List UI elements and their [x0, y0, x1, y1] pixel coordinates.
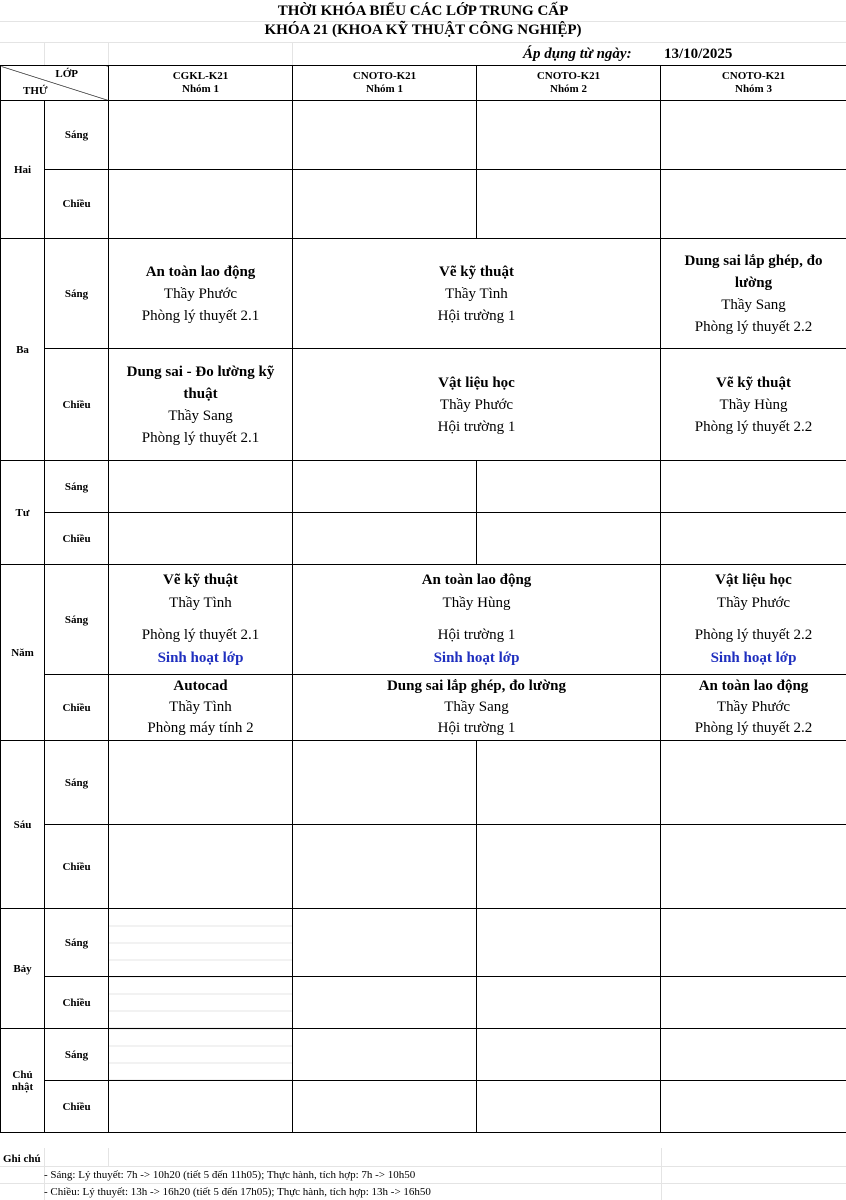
gridline	[292, 42, 293, 65]
page-title: THỜI KHÓA BIỂU CÁC LỚP TRUNG CẤP	[277, 3, 569, 19]
room: Phòng lý thuyết 2.1	[141, 627, 260, 643]
timetable	[0, 65, 846, 1133]
gridline	[108, 1148, 109, 1166]
session-afternoon: Chiều	[45, 675, 109, 741]
session-afternoon: Chiều	[45, 825, 109, 909]
slot-empty	[661, 1081, 846, 1133]
subject: Dung sai lắp ghép, đo lường	[386, 678, 567, 694]
slot-class	[293, 349, 661, 461]
note-morning: - Sáng: Lý thuyết: 7h -> 10h20 (tiết 5 đến 11h05); Thực hành, tích hợp: 7h -> 10h50	[44, 1169, 416, 1181]
slot-class	[293, 565, 661, 675]
row-wed-afternoon	[1, 513, 846, 565]
teacher: Thầy Phước	[716, 595, 791, 611]
slot-empty	[661, 170, 846, 239]
subject: Vẽ kỹ thuật	[438, 263, 514, 280]
day-tue: Ba	[1, 239, 45, 461]
slot-empty	[477, 513, 661, 565]
slot-empty	[477, 1029, 661, 1081]
slot-empty	[661, 977, 846, 1029]
class-group: Nhóm 1	[182, 83, 219, 95]
slot-class	[109, 675, 293, 741]
class-group: Nhóm 3	[735, 83, 772, 95]
session-morning: Sáng	[45, 741, 109, 825]
subject: An toàn lao động	[421, 572, 532, 588]
subject: Vật liệu học	[715, 572, 792, 588]
row-fri-afternoon	[1, 825, 846, 909]
row-tue-morning	[1, 239, 846, 349]
class-header-cnoto-n1	[293, 66, 477, 101]
class-header-cnoto-n3	[661, 66, 846, 101]
class-group: Nhóm 1	[366, 83, 403, 95]
session-afternoon: Chiều	[45, 1081, 109, 1133]
subject: Vẽ kỹ thuật	[162, 572, 238, 588]
applied-date-label: Áp dụng từ ngày:	[523, 46, 632, 62]
room: Hội trường 1	[437, 720, 516, 736]
teacher: Thầy Tình	[169, 699, 232, 715]
slot-empty	[109, 101, 293, 170]
slot-empty	[477, 741, 661, 825]
slot-empty	[293, 977, 477, 1029]
slot-empty	[477, 101, 661, 170]
teacher: Thầy Phước	[716, 699, 791, 715]
row-sun-morning	[1, 1029, 846, 1081]
row-sat-afternoon	[1, 977, 846, 1029]
subject: Autocad	[173, 678, 228, 694]
slot-empty	[293, 1029, 477, 1081]
row-sun-afternoon	[1, 1081, 846, 1133]
slot-empty	[477, 825, 661, 909]
note-afternoon: - Chiều: Lý thuyết: 13h -> 16h20 (tiết 5 đến 17h05); Thực hành, tích hợp: 13h -> 16h50	[44, 1186, 431, 1198]
slot-empty	[477, 977, 661, 1029]
class-code: CNOTO-K21	[352, 70, 417, 82]
room: Phòng lý thuyết 2.1	[141, 429, 260, 446]
class-group: Nhóm 2	[550, 83, 587, 95]
session-afternoon: Chiều	[45, 349, 109, 461]
subject: An toàn lao động	[145, 263, 256, 280]
slot-class	[661, 349, 846, 461]
session-morning: Sáng	[45, 239, 109, 349]
room: Phòng lý thuyết 2.2	[694, 720, 813, 736]
slot-empty	[293, 170, 477, 239]
slot-empty	[293, 461, 477, 513]
session-morning: Sáng	[45, 461, 109, 513]
slot-empty	[109, 909, 293, 977]
slot-empty	[661, 513, 846, 565]
subject: Vẽ kỹ thuật	[715, 374, 791, 391]
gridline	[0, 1166, 846, 1167]
class-meeting: Sinh hoạt lớp	[157, 650, 244, 666]
slot-empty	[109, 170, 293, 239]
slot-empty	[477, 1081, 661, 1133]
room: Phòng máy tính 2	[147, 720, 254, 736]
gridline	[0, 1183, 846, 1184]
subject: Vật liệu học	[438, 374, 515, 391]
slot-class	[109, 349, 293, 461]
row-fri-morning	[1, 741, 846, 825]
room: Phòng lý thuyết 2.2	[694, 627, 813, 643]
page-subtitle: KHÓA 21 (KHOA KỸ THUẬT CÔNG NGHIỆP)	[264, 22, 582, 38]
subject: An toàn lao động	[698, 678, 809, 694]
class-meeting: Sinh hoạt lớp	[433, 650, 520, 666]
row-wed-morning	[1, 461, 846, 513]
subject: Dung sai - Đo lường kỹ thuật	[126, 363, 275, 402]
day-wed: Tư	[1, 461, 45, 565]
slot-empty	[109, 513, 293, 565]
slot-class	[109, 565, 293, 675]
slot-empty	[109, 1029, 293, 1081]
slot-empty	[661, 825, 846, 909]
slot-empty	[477, 461, 661, 513]
slot-empty	[293, 909, 477, 977]
teacher: Thầy Hùng	[719, 396, 788, 413]
row-sat-morning	[1, 909, 846, 977]
slot-class	[661, 565, 846, 675]
row-mon-afternoon	[1, 170, 846, 239]
day-sat: Bảy	[1, 909, 45, 1029]
slot-empty	[109, 825, 293, 909]
slot-empty	[109, 461, 293, 513]
subject: Dung sai lắp ghép, đo lường	[684, 252, 823, 291]
session-afternoon: Chiều	[45, 977, 109, 1029]
room: Hội trường 1	[437, 307, 516, 324]
slot-empty	[109, 977, 293, 1029]
slot-empty	[661, 1029, 846, 1081]
day-axis-label: THỨ	[23, 85, 48, 97]
teacher: Thầy Tình	[445, 285, 508, 302]
session-morning: Sáng	[45, 101, 109, 170]
slot-class	[293, 675, 661, 741]
session-afternoon: Chiều	[45, 170, 109, 239]
slot-empty	[661, 461, 846, 513]
slot-empty	[293, 741, 477, 825]
teacher: Thầy Phước	[439, 396, 514, 413]
teacher: Thầy Tình	[169, 595, 232, 611]
slot-empty	[661, 909, 846, 977]
day-thu: Năm	[1, 565, 45, 741]
slot-empty	[661, 741, 846, 825]
slot-empty	[293, 513, 477, 565]
gridline	[44, 42, 45, 65]
teacher: Thầy Sang	[168, 407, 233, 424]
session-afternoon: Chiều	[45, 513, 109, 565]
slot-empty	[477, 170, 661, 239]
header-corner	[1, 66, 109, 101]
slot-class	[661, 239, 846, 349]
slot-empty	[109, 741, 293, 825]
slot-class	[109, 239, 293, 349]
class-meeting: Sinh hoạt lớp	[710, 650, 797, 666]
class-code: CNOTO-K21	[536, 70, 601, 82]
class-axis-label: LỚP	[55, 68, 78, 80]
class-code: CNOTO-K21	[721, 70, 786, 82]
gridline	[661, 1148, 662, 1200]
class-header-cgkl-n1	[109, 66, 293, 101]
gridline	[0, 42, 846, 43]
notes-label: Ghi chú	[3, 1153, 41, 1165]
header-row	[1, 66, 846, 101]
session-morning: Sáng	[45, 565, 109, 675]
teacher: Thầy Hùng	[442, 595, 511, 611]
class-header-cnoto-n2	[477, 66, 661, 101]
slot-empty	[293, 1081, 477, 1133]
room: Phòng lý thuyết 2.2	[694, 418, 813, 435]
teacher: Thầy Sang	[721, 296, 786, 313]
slot-empty	[109, 1081, 293, 1133]
room: Hội trường 1	[437, 418, 516, 435]
slot-class	[293, 239, 661, 349]
row-mon-morning	[1, 101, 846, 170]
teacher: Thầy Phước	[163, 285, 238, 302]
slot-class	[661, 675, 846, 741]
day-fri: Sáu	[1, 741, 45, 909]
session-morning: Sáng	[45, 1029, 109, 1081]
day-sun: Chủ nhật	[1, 1029, 45, 1133]
row-thu-afternoon	[1, 675, 846, 741]
slot-empty	[293, 101, 477, 170]
room: Phòng lý thuyết 2.2	[694, 318, 813, 335]
slot-empty	[661, 101, 846, 170]
row-thu-morning	[1, 565, 846, 675]
teacher: Thầy Sang	[444, 699, 509, 715]
gridline	[108, 42, 109, 65]
room: Hội trường 1	[437, 627, 516, 643]
day-mon: Hai	[1, 101, 45, 239]
row-tue-afternoon	[1, 349, 846, 461]
slot-empty	[293, 825, 477, 909]
applied-date: 13/10/2025	[664, 46, 733, 62]
session-morning: Sáng	[45, 909, 109, 977]
slot-empty	[477, 909, 661, 977]
room: Phòng lý thuyết 2.1	[141, 307, 260, 324]
class-code: CGKL-K21	[172, 70, 229, 82]
